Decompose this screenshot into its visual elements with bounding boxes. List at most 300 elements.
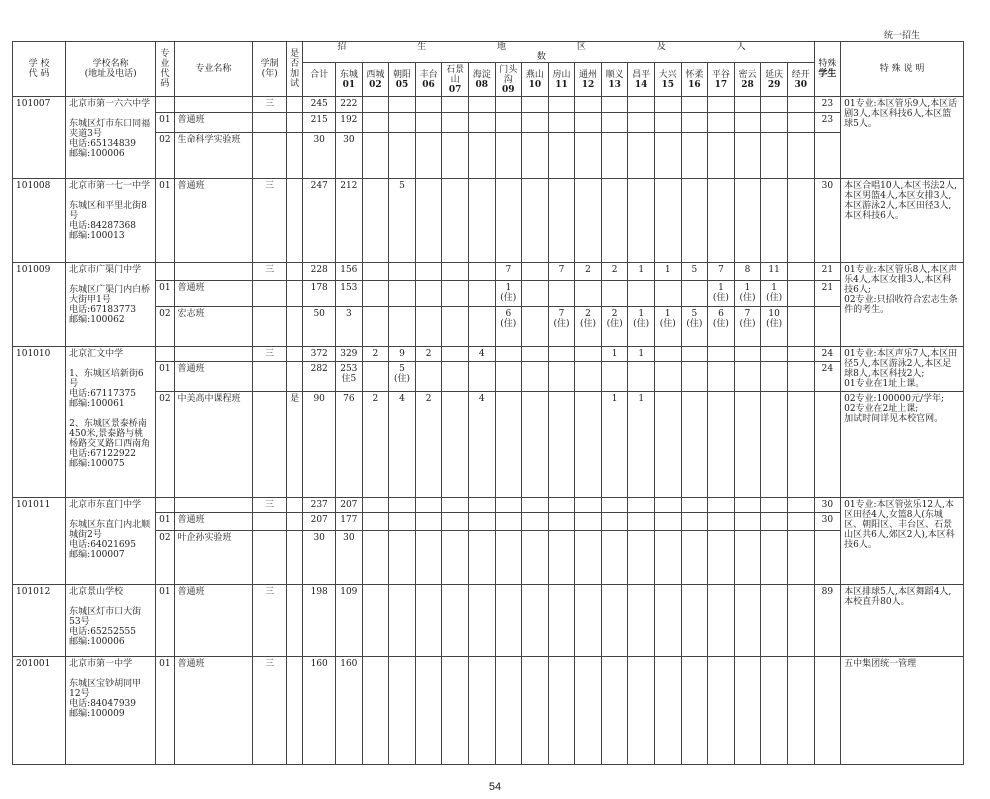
major-region-15 bbox=[654, 392, 681, 498]
major-region-02: 2 bbox=[362, 392, 389, 498]
table-row bbox=[13, 97, 964, 113]
summary-region-11 bbox=[548, 97, 575, 113]
header-region-13: 顺义 13 bbox=[601, 63, 628, 97]
major-region-11 bbox=[548, 133, 575, 179]
school-code: 101007 bbox=[13, 97, 66, 179]
summary-region-06: 2 bbox=[415, 347, 442, 362]
major-region-09 bbox=[495, 362, 522, 392]
major-name: 中美高中课程班 bbox=[174, 392, 253, 498]
major-region-08 bbox=[468, 133, 495, 179]
major-code: 01 bbox=[156, 657, 174, 765]
summary-region-16 bbox=[681, 347, 708, 362]
major-region-30 bbox=[787, 362, 814, 392]
extra-exam-empty bbox=[286, 347, 302, 362]
major-special: 21 bbox=[814, 281, 841, 307]
major-region-28: 7 (住) bbox=[734, 307, 761, 347]
major-region-17 bbox=[708, 362, 735, 392]
summary-region-07 bbox=[442, 347, 469, 362]
major-region-17 bbox=[708, 585, 735, 657]
major-region-14: 1 (住) bbox=[628, 307, 655, 347]
summary-region-15: 1 bbox=[654, 263, 681, 281]
table-row bbox=[13, 133, 964, 179]
summary-total: 245 bbox=[303, 97, 336, 113]
major-region-01: 160 bbox=[336, 657, 363, 765]
school-name: 北京市第一六六中学 bbox=[69, 99, 151, 109]
summary-region-05: 9 bbox=[389, 347, 416, 362]
school-postcode: 邮编:100007 bbox=[69, 550, 125, 560]
duration-value: 三 bbox=[253, 657, 287, 765]
summary-region-09 bbox=[495, 97, 522, 113]
major-region-01: 76 bbox=[336, 392, 363, 498]
header-region-09: 门头沟 09 bbox=[495, 63, 522, 97]
major-region-01: 153 bbox=[336, 281, 363, 307]
major-code: 02 bbox=[156, 392, 174, 498]
header-region-30: 经开 30 bbox=[787, 63, 814, 97]
major-code: 01 bbox=[156, 585, 174, 657]
school-code: 101009 bbox=[13, 263, 66, 347]
summary-special: 30 bbox=[814, 498, 841, 513]
major-total: 30 bbox=[303, 531, 336, 585]
major-region-08: 4 bbox=[468, 392, 495, 498]
duration-value: 三 bbox=[253, 97, 287, 113]
major-region-14 bbox=[628, 133, 655, 179]
summary-region-16 bbox=[681, 97, 708, 113]
major-region-02 bbox=[362, 113, 389, 133]
major-region-09 bbox=[495, 657, 522, 765]
major-region-17 bbox=[708, 513, 735, 531]
major-region-02 bbox=[362, 133, 389, 179]
major-region-17: 1 (住) bbox=[708, 281, 735, 307]
summary-region-28 bbox=[734, 347, 761, 362]
major-region-12: 2 (住) bbox=[575, 307, 602, 347]
major-region-14 bbox=[628, 585, 655, 657]
major-region-14 bbox=[628, 531, 655, 585]
table-row bbox=[13, 281, 964, 307]
major-region-29 bbox=[761, 113, 788, 133]
table-row bbox=[13, 513, 964, 531]
major-region-28 bbox=[734, 113, 761, 133]
major-code: 01 bbox=[156, 281, 174, 307]
major-region-12 bbox=[575, 133, 602, 179]
school-address: 东城区宝钞胡同甲12号 bbox=[69, 679, 142, 699]
major-special: 89 bbox=[814, 585, 841, 657]
major-region-17 bbox=[708, 392, 735, 498]
major-region-29: 1 (住) bbox=[761, 281, 788, 307]
school-postcode: 邮编:100013 bbox=[69, 231, 125, 241]
major-region-29 bbox=[761, 585, 788, 657]
major-region-11 bbox=[548, 657, 575, 765]
major-special bbox=[814, 531, 841, 585]
school-name: 北京市广渠门中学 bbox=[69, 265, 142, 275]
major-region-01: 109 bbox=[336, 585, 363, 657]
major-region-09 bbox=[495, 392, 522, 498]
major-region-09 bbox=[495, 113, 522, 133]
major-region-14 bbox=[628, 281, 655, 307]
major-region-12 bbox=[575, 585, 602, 657]
major-region-11 bbox=[548, 362, 575, 392]
major-code: 01 bbox=[156, 513, 174, 531]
summary-region-14: 1 bbox=[628, 347, 655, 362]
major-region-13 bbox=[601, 585, 628, 657]
major-region-02 bbox=[362, 281, 389, 307]
major-region-12 bbox=[575, 392, 602, 498]
major-total: 160 bbox=[303, 657, 336, 765]
major-region-13 bbox=[601, 113, 628, 133]
summary-region-15 bbox=[654, 498, 681, 513]
summary-region-02 bbox=[362, 498, 389, 513]
major-total: 207 bbox=[303, 513, 336, 531]
duration-value: 三 bbox=[253, 179, 287, 263]
major-region-08 bbox=[468, 281, 495, 307]
summary-special: 21 bbox=[814, 263, 841, 281]
header-school-code: 学 校 代 码 bbox=[13, 42, 66, 97]
major-region-28 bbox=[734, 362, 761, 392]
header-special: 特殊 学生 bbox=[814, 42, 841, 97]
major-region-10 bbox=[522, 179, 549, 263]
duration-empty bbox=[253, 531, 287, 585]
major-region-12 bbox=[575, 657, 602, 765]
header-major-name: 专业名称 bbox=[174, 42, 253, 97]
remarks: 01专业:本区声乐7人,本区田径5人,本区游泳2人,本区足球8人,本区科技2人; 01专业在1址上课。 bbox=[841, 347, 964, 392]
school-name-cell bbox=[66, 657, 156, 765]
extra-exam-value bbox=[286, 281, 302, 307]
major-region-11: 7 (住) bbox=[548, 307, 575, 347]
summary-region-12 bbox=[575, 97, 602, 113]
table-row bbox=[13, 347, 964, 362]
major-region-11 bbox=[548, 531, 575, 585]
major-region-09: 1 (住) bbox=[495, 281, 522, 307]
summary-region-05 bbox=[389, 263, 416, 281]
major-region-29 bbox=[761, 362, 788, 392]
major-region-15 bbox=[654, 179, 681, 263]
summary-region-28: 8 bbox=[734, 263, 761, 281]
major-code: 02 bbox=[156, 531, 174, 585]
major-region-29 bbox=[761, 513, 788, 531]
remarks: 本区合唱10人,本区书法2人,本区男篮4人,本区女排3人,本区游泳2人,本区田径3人,本区科技6人。 bbox=[841, 179, 964, 263]
major-region-11 bbox=[548, 392, 575, 498]
major-name: 宏志班 bbox=[174, 307, 253, 347]
school-address: 东城区东直门内北顺城街2号 bbox=[69, 520, 151, 540]
major-region-28 bbox=[734, 179, 761, 263]
header-region-group: 招 生 地 区 及 人 数 bbox=[303, 42, 814, 63]
major-region-29 bbox=[761, 657, 788, 765]
header-major-code: 专 业 代 码 bbox=[156, 42, 174, 97]
major-name: 普通班 bbox=[174, 513, 253, 531]
school-name-cell bbox=[66, 97, 156, 179]
major-region-05 bbox=[389, 307, 416, 347]
summary-region-07 bbox=[442, 498, 469, 513]
major-region-10 bbox=[522, 362, 549, 392]
major-region-11 bbox=[548, 281, 575, 307]
table-row bbox=[13, 179, 964, 263]
remarks: 01专业:本区管弦乐12人,本区田径4人,女篮8人(东城区、朝阳区、丰台区、石景山区共6人,郊区2人),本区科技6人。 bbox=[841, 498, 964, 585]
school-name: 北京汇文中学 bbox=[69, 349, 124, 359]
school-name-cell bbox=[66, 263, 156, 347]
summary-region-13: 2 bbox=[601, 263, 628, 281]
table-row bbox=[13, 657, 964, 765]
extra-exam-value bbox=[286, 179, 302, 263]
school-address: 东城区和平里北街8号 bbox=[69, 201, 147, 221]
major-region-06 bbox=[415, 133, 442, 179]
major-special: 30 bbox=[814, 179, 841, 263]
major-region-13: 1 bbox=[601, 392, 628, 498]
school-phone: 电话:84287368 bbox=[69, 221, 136, 231]
major-region-05 bbox=[389, 281, 416, 307]
major-region-16 bbox=[681, 281, 708, 307]
major-region-14 bbox=[628, 513, 655, 531]
extra-exam-value bbox=[286, 307, 302, 347]
major-region-12 bbox=[575, 362, 602, 392]
major-region-07 bbox=[442, 531, 469, 585]
major-region-07 bbox=[442, 362, 469, 392]
major-region-05 bbox=[389, 585, 416, 657]
extra-exam-value bbox=[286, 657, 302, 765]
major-region-29 bbox=[761, 531, 788, 585]
header-region-15: 大兴 15 bbox=[654, 63, 681, 97]
school-phone: 电话:67183773 bbox=[69, 305, 136, 315]
header-school-name: 学校名称 (地址及电话) bbox=[66, 42, 156, 97]
major-name: 叶企孙实验班 bbox=[174, 531, 253, 585]
extra-exam-empty bbox=[286, 263, 302, 281]
major-region-08 bbox=[468, 531, 495, 585]
header-region-07: 石景山 07 bbox=[442, 63, 469, 97]
major-region-15 bbox=[654, 133, 681, 179]
major-code: 01 bbox=[156, 113, 174, 133]
major-region-30 bbox=[787, 113, 814, 133]
major-name-empty bbox=[174, 97, 253, 113]
duration-value: 三 bbox=[253, 585, 287, 657]
school-code: 101012 bbox=[13, 585, 66, 657]
major-region-07 bbox=[442, 281, 469, 307]
extra-exam-value bbox=[286, 133, 302, 179]
major-region-16 bbox=[681, 179, 708, 263]
major-region-11 bbox=[548, 585, 575, 657]
major-region-01: 192 bbox=[336, 113, 363, 133]
summary-region-09 bbox=[495, 347, 522, 362]
major-special: 23 bbox=[814, 113, 841, 133]
summary-region-17 bbox=[708, 347, 735, 362]
major-name: 普通班 bbox=[174, 585, 253, 657]
major-region-13 bbox=[601, 513, 628, 531]
school-address: 1、东城区培新街6号 电话:67117375 邮编:100061 2、东城区景泰桥南450米,景泰路与桃杨路交叉路口西南角 电话:67122922 邮编:100075 bbox=[69, 369, 151, 469]
summary-region-30 bbox=[787, 347, 814, 362]
major-region-10 bbox=[522, 133, 549, 179]
school-phone: 电话:65252555 bbox=[69, 627, 136, 637]
major-region-12 bbox=[575, 179, 602, 263]
summary-region-29 bbox=[761, 347, 788, 362]
major-special bbox=[814, 307, 841, 347]
top-note: 统一招生 bbox=[883, 31, 920, 41]
extra-exam-value bbox=[286, 531, 302, 585]
school-name-cell bbox=[66, 347, 156, 498]
remarks: 01专业:本区管乐8人,本区声乐4人,本区女排3人,本区科技6人; 02专业:只招收符合宏志生条件的考生。 bbox=[841, 263, 964, 347]
major-special: 30 bbox=[814, 513, 841, 531]
major-region-15 bbox=[654, 657, 681, 765]
summary-region-29 bbox=[761, 97, 788, 113]
header-duration: 学制 (年) bbox=[253, 42, 287, 97]
summary-region-12 bbox=[575, 498, 602, 513]
duration-empty bbox=[253, 362, 287, 392]
major-region-08 bbox=[468, 307, 495, 347]
major-region-07 bbox=[442, 392, 469, 498]
major-region-06 bbox=[415, 513, 442, 531]
summary-region-14 bbox=[628, 97, 655, 113]
major-region-10 bbox=[522, 307, 549, 347]
major-name-empty bbox=[174, 263, 253, 281]
summary-region-07 bbox=[442, 263, 469, 281]
summary-special: 23 bbox=[814, 97, 841, 113]
summary-region-02 bbox=[362, 97, 389, 113]
remarks: 01专业:本区管乐9人,本区话剧3人,本区科技6人,本区篮球5人。 bbox=[841, 97, 964, 179]
major-region-09 bbox=[495, 531, 522, 585]
page-number: 54 bbox=[488, 781, 502, 793]
major-code: 02 bbox=[156, 307, 174, 347]
summary-region-12 bbox=[575, 347, 602, 362]
summary-region-12: 2 bbox=[575, 263, 602, 281]
major-region-28 bbox=[734, 657, 761, 765]
major-region-01: 177 bbox=[336, 513, 363, 531]
major-region-28 bbox=[734, 585, 761, 657]
major-region-08 bbox=[468, 113, 495, 133]
major-total: 215 bbox=[303, 113, 336, 133]
school-name: 北京市东直门中学 bbox=[69, 500, 142, 510]
major-region-13 bbox=[601, 362, 628, 392]
major-region-05 bbox=[389, 513, 416, 531]
major-region-01: 212 bbox=[336, 179, 363, 263]
school-code: 101011 bbox=[13, 498, 66, 585]
major-region-17 bbox=[708, 179, 735, 263]
school-code: 201001 bbox=[13, 657, 66, 765]
summary-region-06 bbox=[415, 498, 442, 513]
major-region-16 bbox=[681, 657, 708, 765]
summary-total: 228 bbox=[303, 263, 336, 281]
duration-empty bbox=[253, 513, 287, 531]
extra-exam-empty bbox=[286, 97, 302, 113]
table-row bbox=[13, 113, 964, 133]
extra-exam-value bbox=[286, 113, 302, 133]
school-phone: 电话:65134839 bbox=[69, 139, 136, 149]
major-region-30 bbox=[787, 657, 814, 765]
school-phone: 电话:64021695 bbox=[69, 540, 136, 550]
summary-region-28 bbox=[734, 498, 761, 513]
major-region-14 bbox=[628, 362, 655, 392]
major-region-02 bbox=[362, 585, 389, 657]
remarks-secondary: 02专业:100000元/学年; 02专业在2址上课; 加试时间详见本校官网。 bbox=[841, 392, 964, 498]
school-postcode: 邮编:100062 bbox=[69, 315, 125, 325]
summary-region-15 bbox=[654, 347, 681, 362]
extra-exam-value bbox=[286, 513, 302, 531]
major-region-07 bbox=[442, 133, 469, 179]
school-postcode: 邮编:100006 bbox=[69, 149, 125, 159]
summary-region-29 bbox=[761, 498, 788, 513]
major-region-01: 30 bbox=[336, 531, 363, 585]
major-region-30 bbox=[787, 531, 814, 585]
major-code: 02 bbox=[156, 133, 174, 179]
major-region-11 bbox=[548, 513, 575, 531]
extra-exam-empty bbox=[286, 498, 302, 513]
major-region-16: 5 (住) bbox=[681, 307, 708, 347]
summary-region-08 bbox=[468, 97, 495, 113]
major-region-30 bbox=[787, 392, 814, 498]
table-row bbox=[13, 362, 964, 392]
major-total: 90 bbox=[303, 392, 336, 498]
summary-region-17 bbox=[708, 498, 735, 513]
major-region-28 bbox=[734, 133, 761, 179]
admissions-table bbox=[12, 41, 964, 765]
major-special bbox=[814, 392, 841, 498]
major-name: 普通班 bbox=[174, 113, 253, 133]
summary-region-01: 207 bbox=[336, 498, 363, 513]
major-region-30 bbox=[787, 281, 814, 307]
header-extra-exam: 是 否 加 试 bbox=[286, 42, 302, 97]
major-region-12 bbox=[575, 513, 602, 531]
major-region-06: 2 bbox=[415, 392, 442, 498]
major-region-10 bbox=[522, 531, 549, 585]
major-region-07 bbox=[442, 585, 469, 657]
school-address: 东城区灯市口大街53号 bbox=[69, 607, 142, 627]
major-region-05 bbox=[389, 133, 416, 179]
major-region-08 bbox=[468, 179, 495, 263]
major-region-16 bbox=[681, 362, 708, 392]
summary-region-01: 156 bbox=[336, 263, 363, 281]
major-region-14 bbox=[628, 657, 655, 765]
major-region-13 bbox=[601, 531, 628, 585]
school-address: 东城区灯市东口同福夹道3号 bbox=[69, 119, 151, 139]
summary-region-30 bbox=[787, 97, 814, 113]
major-region-30 bbox=[787, 179, 814, 263]
major-name: 普通班 bbox=[174, 179, 253, 263]
summary-region-13 bbox=[601, 498, 628, 513]
summary-region-09: 7 bbox=[495, 263, 522, 281]
major-region-10 bbox=[522, 585, 549, 657]
major-region-05 bbox=[389, 531, 416, 585]
summary-region-28 bbox=[734, 97, 761, 113]
major-total: 247 bbox=[303, 179, 336, 263]
summary-region-10 bbox=[522, 347, 549, 362]
major-region-11 bbox=[548, 179, 575, 263]
major-region-29 bbox=[761, 133, 788, 179]
major-region-16 bbox=[681, 531, 708, 585]
header-region-05: 朝阳 05 bbox=[389, 63, 416, 97]
table-row bbox=[13, 498, 964, 513]
major-region-06 bbox=[415, 307, 442, 347]
summary-total: 372 bbox=[303, 347, 336, 362]
major-total: 282 bbox=[303, 362, 336, 392]
major-region-30 bbox=[787, 513, 814, 531]
summary-region-10 bbox=[522, 498, 549, 513]
summary-region-10 bbox=[522, 97, 549, 113]
remarks: 五中集团统一管理 bbox=[841, 657, 964, 765]
major-name-empty bbox=[174, 498, 253, 513]
table-row bbox=[13, 585, 964, 657]
major-region-17 bbox=[708, 133, 735, 179]
major-total: 198 bbox=[303, 585, 336, 657]
school-name-cell bbox=[66, 585, 156, 657]
major-region-01: 253 住5 bbox=[336, 362, 363, 392]
major-region-16 bbox=[681, 392, 708, 498]
major-region-15 bbox=[654, 281, 681, 307]
school-name: 北京市第一中学 bbox=[69, 659, 133, 669]
major-region-10 bbox=[522, 113, 549, 133]
major-region-28 bbox=[734, 531, 761, 585]
major-name: 普通班 bbox=[174, 362, 253, 392]
major-region-28 bbox=[734, 513, 761, 531]
major-region-08 bbox=[468, 362, 495, 392]
major-code: 01 bbox=[156, 362, 174, 392]
major-code-empty bbox=[156, 263, 174, 281]
major-region-16 bbox=[681, 513, 708, 531]
major-region-01: 3 bbox=[336, 307, 363, 347]
